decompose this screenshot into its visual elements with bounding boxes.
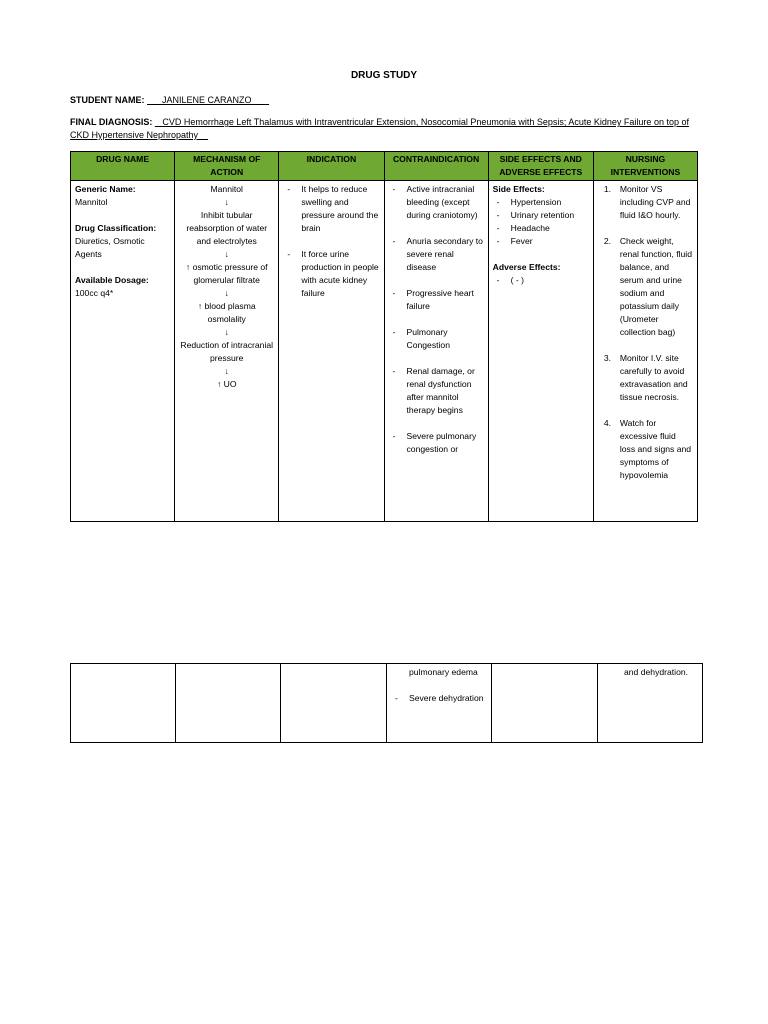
- mechanism-step: ↑ osmotic pressure of glomerular filtrate: [185, 262, 268, 285]
- generic-name-label: Generic Name:: [75, 184, 136, 194]
- header-drug-name: DRUG NAME: [71, 152, 175, 181]
- nursing-continued: and dehydration.: [624, 667, 689, 677]
- contraindication-continued: pulmonary edema: [409, 667, 478, 677]
- nursing-cell: [598, 664, 703, 743]
- mechanism-step: Mannitol: [210, 184, 243, 194]
- side-effects-cell: [488, 181, 593, 522]
- mechanism-cell: [175, 181, 279, 522]
- contraindication-item: - Renal damage, or renal dysfunction after mannitol therapy begins: [389, 365, 484, 417]
- arrow-down-icon: ↓: [224, 197, 229, 207]
- drug-name-cell: [71, 181, 175, 522]
- contraindication-item: - Progressive heart failure: [389, 287, 484, 313]
- side-effect-item: - Urinary retention: [493, 209, 589, 222]
- document-title: DRUG STUDY: [350, 70, 418, 81]
- drug-name-cell: [71, 664, 176, 743]
- side-effect-item: - Headache: [493, 222, 589, 235]
- nursing-item: 2. Check weight, renal function, fluid balance, and serum and urine sodium and potassium daily (Urometer collection bag): [603, 236, 692, 337]
- indication-item: - It force urine production in people with acute kidney failure: [283, 248, 379, 300]
- diagnosis-label: FINAL DIAGNOSIS:: [70, 117, 153, 127]
- arrow-down-icon: ↓: [224, 327, 229, 337]
- contraindication-item: - Anuria secondary to severe renal disease: [389, 235, 484, 274]
- mechanism-step: Inhibit tubular reabsorption of water and electrolytes: [186, 210, 268, 246]
- header-mechanism: MECHANISM OF ACTION: [175, 152, 279, 181]
- contraindication-item: - Severe pulmonary congestion or: [389, 430, 484, 456]
- arrow-down-icon: ↓: [224, 288, 229, 298]
- contraindication-cell: [384, 181, 488, 522]
- drug-study-table: [70, 151, 698, 522]
- drug-study-table-continued: [70, 663, 703, 743]
- side-effect-item: - Fever: [493, 235, 589, 248]
- arrow-down-icon: ↓: [224, 249, 229, 259]
- final-diagnosis: [70, 116, 698, 142]
- nursing-cell: [593, 181, 697, 522]
- contraindication-item: - Active intracranial bleeding (except during craniotomy): [389, 183, 484, 222]
- nursing-item: 4. Watch for excessive fluid loss and signs and symptoms of hypovolemia: [603, 418, 692, 480]
- diagnosis-text: CVD Hemorrhage Left Thalamus with Intraventricular Extension, Nosocomial Pneumonia with Sepsis; Acute Kidney Failure on top of CKD Hypertensive Nephropathy: [70, 117, 689, 140]
- classification-label: Drug Classification:: [75, 223, 157, 233]
- mechanism-step: Reduction of intracranial pressure: [180, 340, 274, 363]
- side-effects-label: Side Effects:: [492, 184, 545, 194]
- header-indication: INDICATION: [279, 152, 384, 181]
- header-side-effects: SIDE EFFECTS AND ADVERSE EFFECTS: [488, 152, 593, 181]
- table-row: [71, 181, 698, 522]
- mechanism-cell: [176, 664, 281, 743]
- dosage-label: Available Dosage:: [75, 275, 149, 285]
- student-label: STUDENT NAME:: [70, 95, 145, 105]
- indication-cell: [281, 664, 387, 743]
- mechanism-step: ↑ blood plasma osmolality: [197, 301, 256, 324]
- dosage-value: 100cc q4*: [75, 288, 114, 298]
- mechanism-step: ↑ UO: [216, 379, 237, 389]
- nursing-item: 3. Monitor I.V. site carefully to avoid extravasation and tissue necrosis.: [603, 353, 688, 402]
- adverse-effect-item: - ( - ): [493, 274, 589, 287]
- student-line: [70, 95, 269, 105]
- side-effect-item: - Hypertension: [493, 196, 589, 209]
- contraindication-cell: [387, 664, 492, 743]
- adverse-effects-label: Adverse Effects:: [492, 262, 561, 272]
- student-name: JANILENE CARANZO: [162, 95, 252, 105]
- nursing-item: 1. Monitor VS including CVP and fluid I&O hourly.: [603, 184, 691, 220]
- side-effects-cell: [492, 664, 598, 743]
- generic-name-value: Mannitol: [75, 197, 108, 207]
- header-row: [71, 152, 698, 181]
- indication-item: - It helps to reduce swelling and pressure around the brain: [283, 183, 379, 235]
- header-nursing: NURSING INTERVENTIONS: [593, 152, 697, 181]
- contraindication-item: - Pulmonary Congestion: [389, 326, 484, 352]
- classification-value: Diuretics, Osmotic Agents: [75, 236, 145, 259]
- header-contraindication: CONTRAINDICATION: [384, 152, 488, 181]
- indication-cell: [279, 181, 384, 522]
- contraindication-item: - Severe dehydration: [391, 692, 487, 705]
- arrow-down-icon: ↓: [224, 366, 229, 376]
- table-row: [71, 664, 703, 743]
